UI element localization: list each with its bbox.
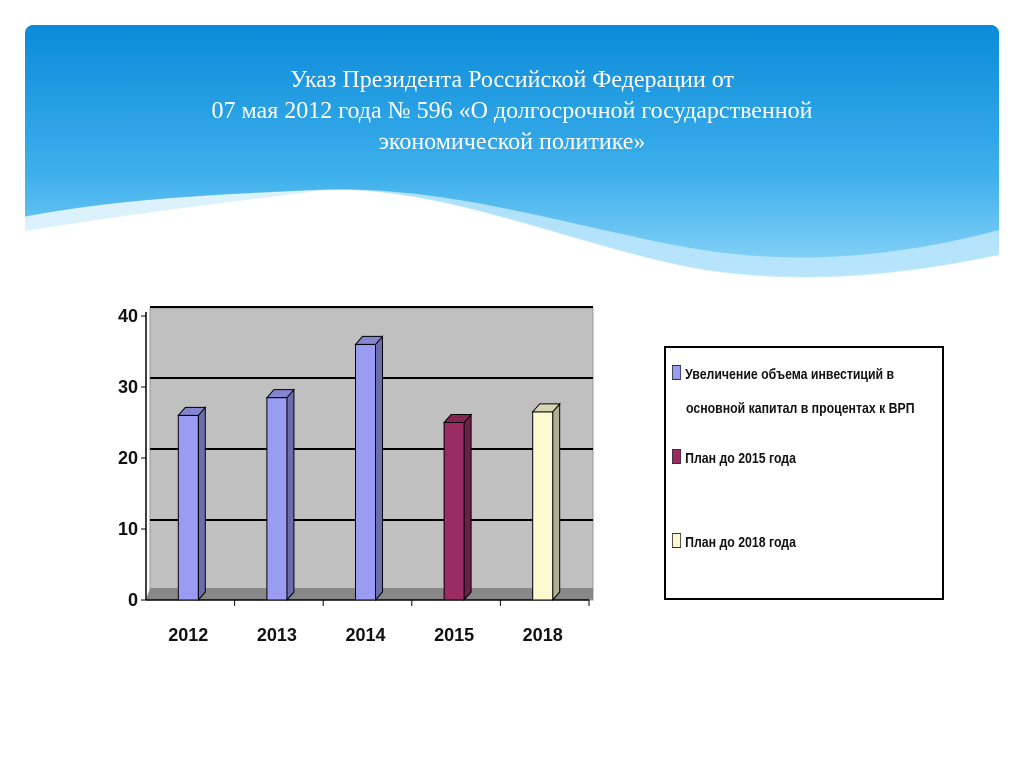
bar-side: [198, 407, 205, 600]
bar-side: [464, 415, 471, 601]
bar-front: [444, 423, 464, 601]
bar-side: [287, 390, 294, 600]
bar-2018: [533, 404, 560, 600]
bar-front: [267, 398, 287, 600]
x-tick-label: 2012: [168, 625, 209, 645]
title-line-2: 07 мая 2012 года № 596 «О долгосрочной государственной: [211, 98, 813, 124]
x-tick-label: 2015: [434, 625, 475, 645]
x-tick-label: 2013: [256, 625, 297, 645]
y-tick-label: 40: [117, 306, 138, 326]
y-tick-label: 10: [117, 519, 138, 539]
legend-swatch: [672, 449, 681, 464]
bar-side: [553, 404, 560, 600]
bar-front: [533, 412, 553, 600]
legend-item-plan-2015: [672, 444, 796, 474]
title-line-3: экономической политике»: [378, 129, 646, 155]
y-tick-label: 0: [127, 590, 138, 610]
bar-2014: [356, 336, 383, 600]
bar-2012: [178, 407, 205, 600]
legend-label: Увеличение объема инвестиций в: [685, 366, 895, 383]
legend-label: основной капитал в процентах к ВРП: [686, 400, 915, 417]
chart-legend: [664, 346, 944, 600]
bar-front: [356, 344, 376, 600]
legend-item-plan-2018: [672, 528, 796, 558]
y-tick-label: 20: [117, 448, 138, 468]
legend-label: План до 2018 года: [685, 534, 796, 551]
y-tick-label: 30: [117, 377, 138, 397]
legend-item-investment-cont: [686, 394, 915, 424]
bar-2013: [267, 390, 294, 600]
bar-side: [376, 336, 383, 600]
legend-item-investment: [672, 360, 894, 390]
legend-label: План до 2015 года: [685, 450, 796, 467]
x-tick-labels: [168, 625, 562, 645]
x-tick-label: 2014: [345, 625, 386, 645]
y-tick-labels: [118, 306, 138, 610]
x-tick-label: 2018: [522, 625, 563, 645]
legend-swatch: [672, 365, 681, 380]
bar-front: [178, 415, 198, 600]
legend-swatch: [672, 533, 681, 548]
bar-2015: [444, 415, 471, 601]
title-line-1: Указ Президента Российской Федерации от: [290, 67, 734, 93]
